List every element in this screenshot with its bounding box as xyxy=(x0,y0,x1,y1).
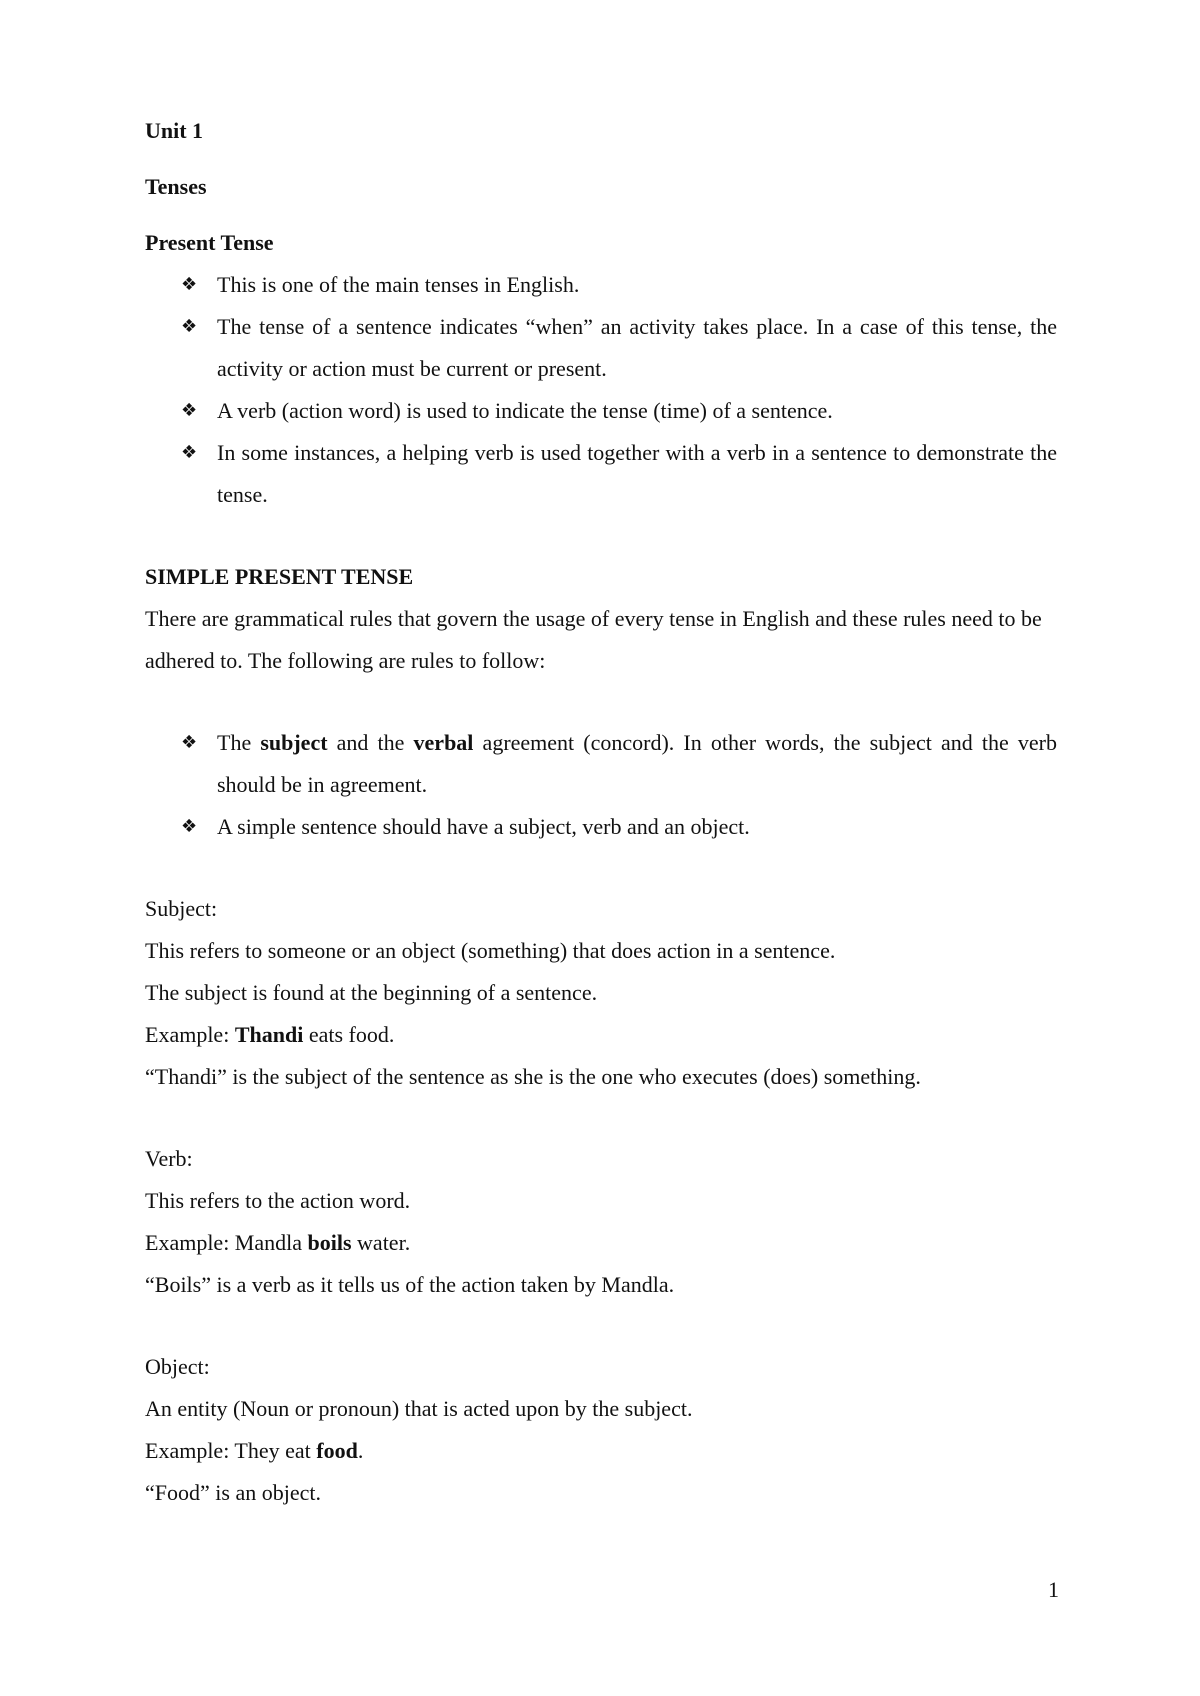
diamond-bullet-icon: ❖ xyxy=(181,816,198,837)
list-item xyxy=(143,432,1057,516)
bold-term: subject xyxy=(260,730,328,755)
object-definition: An entity (Noun or pronoun) that is acted upon by the subject. xyxy=(145,1396,693,1421)
verb-example: Example: Mandla boils water. xyxy=(145,1230,411,1255)
bullet-text: In some instances, a helping verb is used together with a verb in a sentence to demonstrate the tense. xyxy=(217,440,1057,507)
unit-title: Unit 1 xyxy=(145,118,204,143)
bullet-text: The tense of a sentence indicates “when” an activity takes place. In a case of this tense, the activity or action must be current or present. xyxy=(217,314,1057,381)
verb-definition: This refers to the action word. xyxy=(145,1188,411,1213)
object-example: Example: They eat food. xyxy=(145,1438,364,1463)
rules-bullet-list xyxy=(145,722,1057,848)
subject-position: The subject is found at the beginning of a sentence. xyxy=(145,980,598,1005)
bold-term: verbal xyxy=(413,730,474,755)
diamond-bullet-icon: ❖ xyxy=(181,442,198,463)
subject-explanation: “Thandi” is the subject of the sentence as she is the one who executes (does) something. xyxy=(145,1064,921,1089)
subject-example: Example: Thandi eats food. xyxy=(145,1022,395,1047)
present-tense-bullet-list xyxy=(145,264,1057,516)
list-item xyxy=(143,264,1057,306)
bullet-text: This is one of the main tenses in English. xyxy=(217,272,580,297)
list-item xyxy=(143,306,1057,390)
diamond-bullet-icon: ❖ xyxy=(181,274,198,295)
simple-present-heading: SIMPLE PRESENT TENSE xyxy=(145,564,414,589)
document-body xyxy=(145,110,1057,1514)
list-item xyxy=(143,722,1057,806)
subject-definition: This refers to someone or an object (something) that does action in a sentence. xyxy=(145,938,836,963)
simple-present-intro: There are grammatical rules that govern the usage of every tense in English and these rules need to be adhered to. The following are rules to follow: xyxy=(145,606,1042,673)
present-tense-heading: Present Tense xyxy=(145,230,274,255)
object-label: Object: xyxy=(145,1354,210,1379)
list-item xyxy=(143,806,1057,848)
page-number: 1 xyxy=(1048,1577,1059,1602)
diamond-bullet-icon: ❖ xyxy=(181,316,198,337)
rule-text: A simple sentence should have a subject, verb and an object. xyxy=(217,814,750,839)
object-explanation: “Food” is an object. xyxy=(145,1480,321,1505)
diamond-bullet-icon: ❖ xyxy=(181,400,198,421)
bullet-text: A verb (action word) is used to indicate the tense (time) of a sentence. xyxy=(217,398,833,423)
verb-label: Verb: xyxy=(145,1146,193,1171)
rule-text: The subject and the verbal agreement (concord). In other words, the subject and the verb should be in agreement. xyxy=(217,730,1057,797)
list-item xyxy=(143,390,1057,432)
verb-explanation: “Boils” is a verb as it tells us of the action taken by Mandla. xyxy=(145,1272,675,1297)
subject-label: Subject: xyxy=(145,896,218,921)
bold-term: boils xyxy=(307,1230,352,1255)
diamond-bullet-icon: ❖ xyxy=(181,732,198,753)
section-title: Tenses xyxy=(145,174,207,199)
bold-term: food xyxy=(316,1438,358,1463)
bold-term: Thandi xyxy=(234,1022,304,1047)
